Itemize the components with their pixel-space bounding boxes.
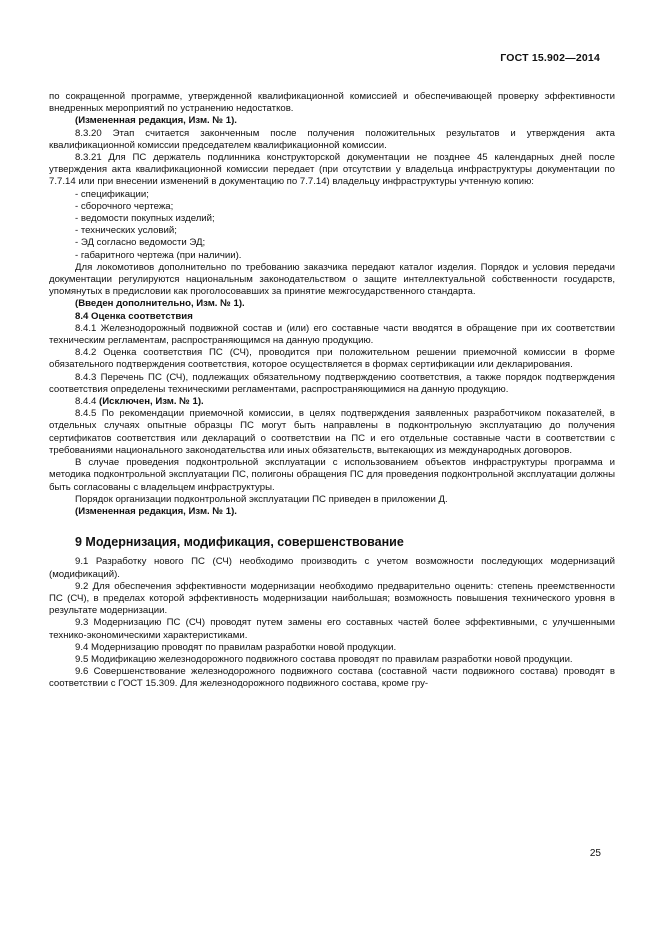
list-item: - спецификации; xyxy=(49,189,615,201)
list-item: - габаритного чертежа (при наличии). xyxy=(49,250,615,262)
paragraph: 9.3 Модернизацию ПС (СЧ) проводят путем замены его составных частей более эффективными, с улучшенными технико-экономическими характеристиками. xyxy=(49,617,615,641)
section-title: 9 Модернизация, модификация, совершенствование xyxy=(75,535,404,550)
document-list xyxy=(49,189,615,262)
list-item: - технических условий; xyxy=(49,225,615,237)
amendment-note: (Измененная редакция, Изм. № 1). xyxy=(75,505,237,517)
amendment-note: (Исключен, Изм. № 1). xyxy=(99,396,204,408)
paragraph: 9.1 Разработку нового ПС (СЧ) необходимо производить с учетом возможности последующих модернизаций (модификаций). xyxy=(49,556,615,580)
paragraph: Для локомотивов дополнительно по требованию заказчика передают каталог изделия. Порядок и условия передачи документации регулируются национальным законодательством о защите интеллектуальной собственности государств, упомянутых в предисловии как проголосовавших за принятие межгосударственного стандарта. xyxy=(49,261,615,298)
paragraph: 8.4.3 Перечень ПС (СЧ), подлежащих обязательному подтверждению соответствия, а также порядок подтверждения соответствия определены техническими регламентами, распространяющимися на данную продукцию. xyxy=(49,371,615,395)
list-item: - ЭД согласно ведомости ЭД; xyxy=(49,237,615,249)
document-code-header: ГОСТ 15.902—2014 xyxy=(500,52,600,64)
paragraph: 9.2 Для обеспечения эффективности модернизации необходимо предварительно оценить: степень преемственности ПС (СЧ), в пределах которой эффективность модернизации наибольшая; возможность повышения технического уровня в результате модернизации. xyxy=(49,580,615,617)
list-item: - ведомости покупных изделий; xyxy=(49,213,615,225)
list-item: - сборочного чертежа; xyxy=(49,201,615,213)
amendment-note: (Измененная редакция, Изм. № 1). xyxy=(75,115,237,127)
paragraph-excluded xyxy=(49,396,615,408)
paragraph: 9.4 Модернизацию проводят по правилам разработки новой продукции. xyxy=(75,641,397,653)
paragraph: 9.5 Модификацию железнодорожного подвижного состава проводят по правилам разработки новой продукции. xyxy=(75,653,573,665)
document-body xyxy=(49,91,615,691)
clause-number: 8.4.4 xyxy=(75,396,97,408)
paragraph: Порядок организации подконтрольной эксплуатации ПС приведен в приложении Д. xyxy=(75,493,448,505)
paragraph: 8.3.20 Этап считается законченным после получения положительных результатов и утверждения акта квалификационной комиссии председателем квалификационной комиссии. xyxy=(49,127,615,151)
paragraph: 9.6 Совершенствование железнодорожного подвижного состава (составной части подвижного состава) проводят в соответствии с ГОСТ 15.309. Для железнодорожного подвижного состава, кроме гру- xyxy=(49,666,615,690)
paragraph: 8.4.5 По рекомендации приемочной комиссии, в целях подтверждения заявленных разработчиком показателей, в отдельных случаях опытные образцы ПС могут быть направлены в подконтрольную эксплуатацию до получения сертификатов соответствия или деклараций о соответствии на ПС и его отдельные составные части в соответствии с требованиями национального законодательства или иных обязательств, вытекающих из международных договоров. xyxy=(49,408,615,456)
paragraph: 8.4.2 Оценка соответствия ПС (СЧ), проводится при положительном решении приемочной комиссии в форме обязательного подтверждения соответствия, которое осуществляется в формах сертификации или декларирования. xyxy=(49,347,615,371)
paragraph: 8.4.1 Железнодорожный подвижной состав и (или) его составные части вводятся в обращение при их соответствии техническим регламентам, распространяющимся на данную продукцию. xyxy=(49,322,615,347)
page-number: 25 xyxy=(589,848,601,859)
subsection-heading: 8.4 Оценка соответствия xyxy=(75,310,193,322)
paragraph: 8.3.21 Для ПС держатель подлинника конструкторской документации не позднее 45 календарных дней после утверждения акта квалификационной комиссии передает (при отсутствии у владельца инфраструктуры документации по 7.7.14 или при внесении изменений в документацию по 7.7.14) владельцу инфраструктуры учтенную копию: xyxy=(49,152,615,188)
amendment-note: (Введен дополнительно, Изм. № 1). xyxy=(75,298,245,310)
paragraph: по сокращенной программе, утвержденной квалификационной комиссией и обеспечивающей проверку эффективности внедренных мероприятий по устранению недостатков. xyxy=(49,91,615,115)
paragraph: В случае проведения подконтрольной эксплуатации с использованием объектов инфраструктуры программа и методика подконтрольной эксплуатации ПС, полигоны обращения ПС для проведения подконтрольной эксплуатации должны быть согласованы с владельцем инфраструктуры. xyxy=(49,457,615,493)
